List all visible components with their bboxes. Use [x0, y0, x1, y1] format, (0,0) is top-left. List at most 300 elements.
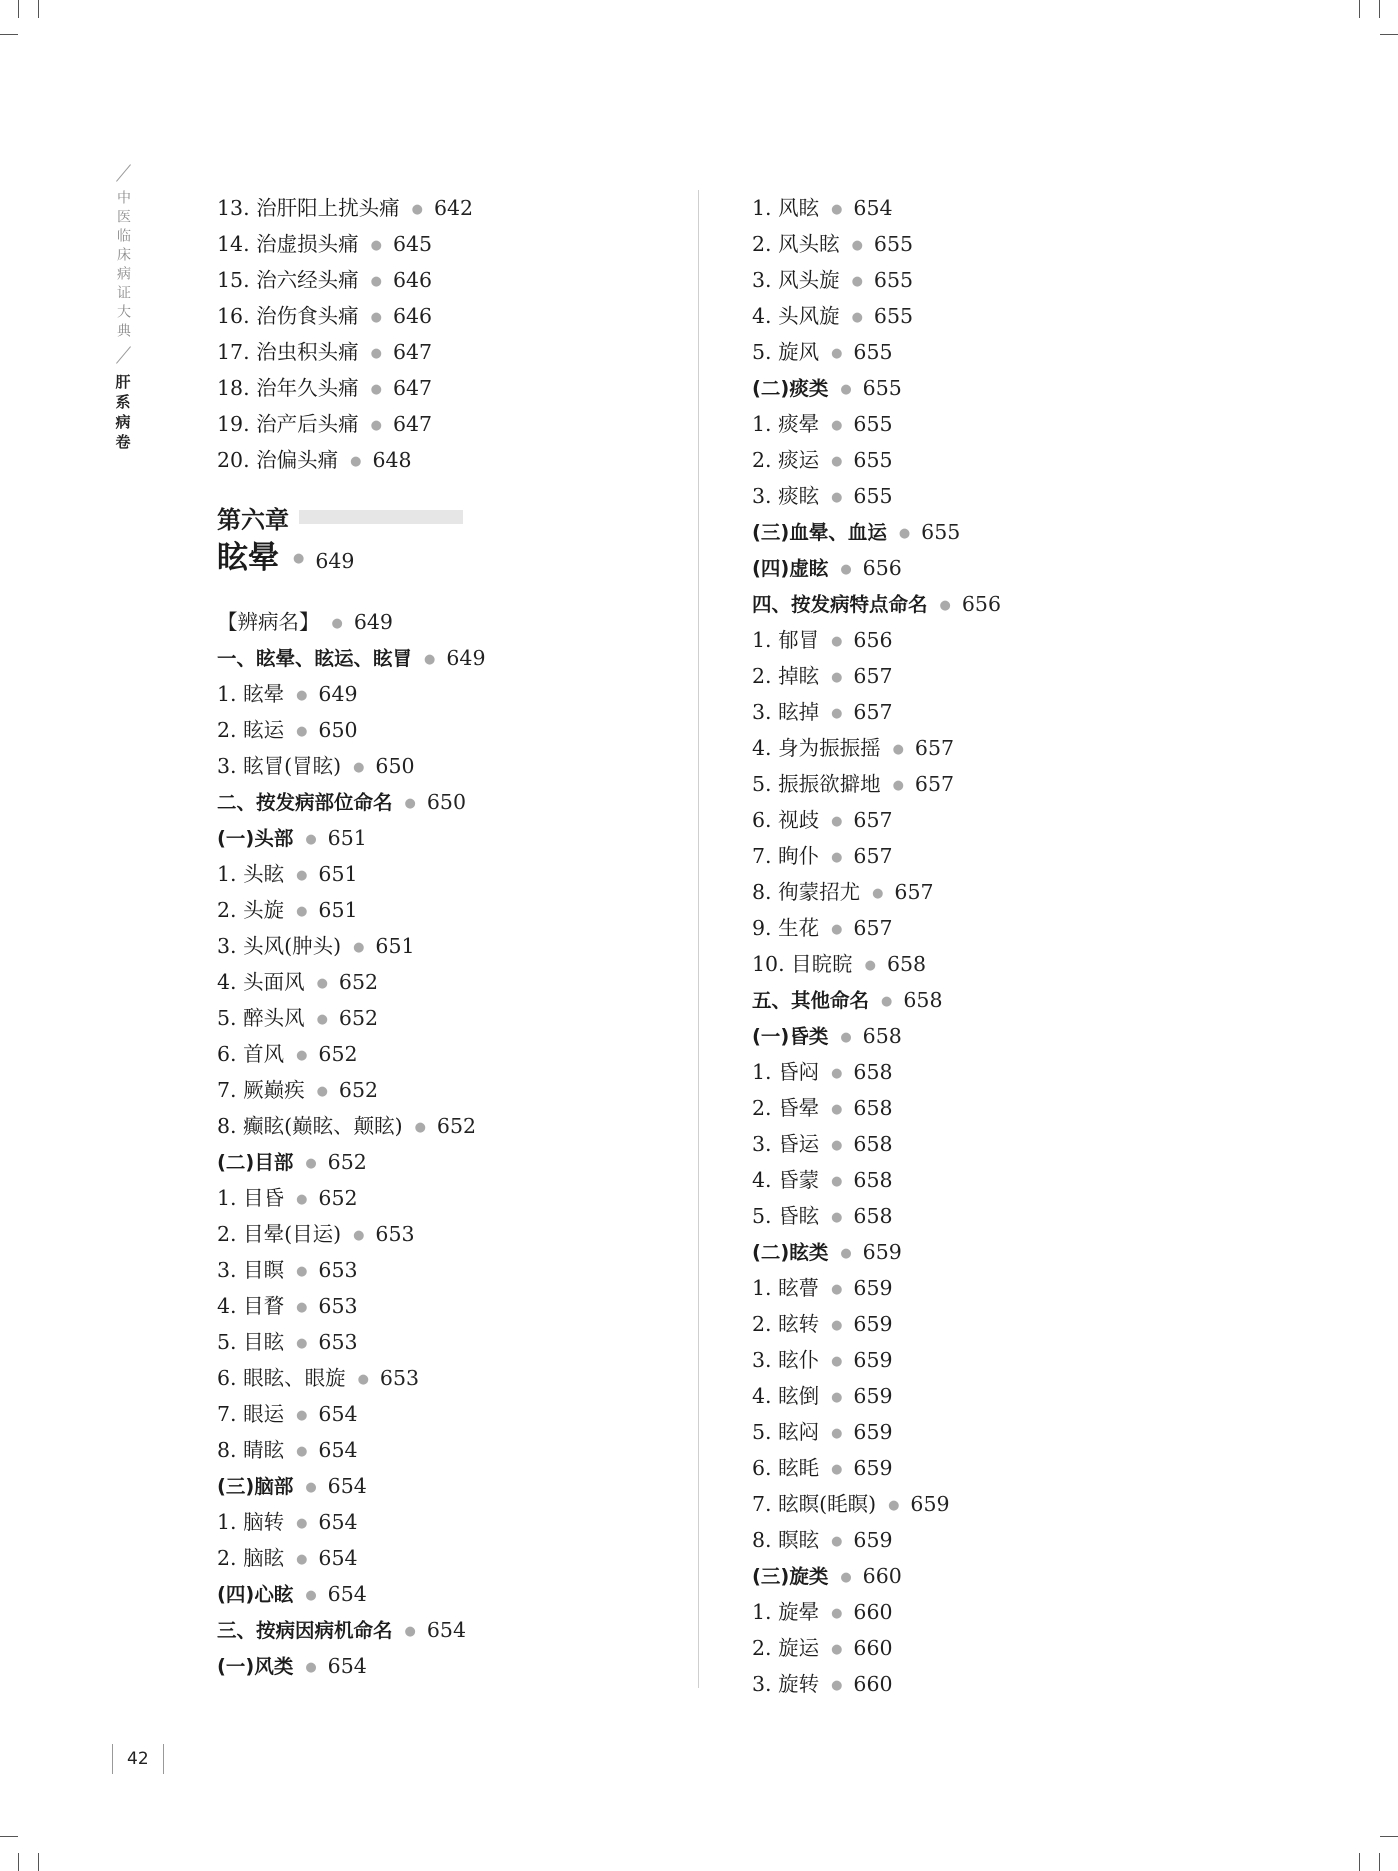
toc-list-right — [752, 190, 1312, 1702]
toc-entry[interactable] — [217, 262, 687, 298]
dot-separator: ● — [296, 1552, 308, 1567]
crop-mark-bl-h — [0, 1836, 18, 1837]
dot-separator: ● — [831, 850, 843, 865]
toc-entry-title: 18. 治年久头痛 — [217, 376, 359, 400]
toc-entry[interactable] — [752, 1090, 1312, 1126]
toc-entry[interactable] — [752, 442, 1312, 478]
dot-separator: ● — [831, 1678, 843, 1693]
crop-mark-tr-v2 — [1379, 0, 1380, 18]
column-divider — [698, 190, 699, 1688]
dot-separator: ● — [411, 202, 423, 217]
toc-entry[interactable] — [752, 226, 1312, 262]
toc-entry-title: 5. 目眩 — [217, 1330, 285, 1354]
dot-separator: ● — [831, 1282, 843, 1297]
dot-separator: ● — [296, 724, 308, 739]
toc-entry[interactable] — [752, 1198, 1312, 1234]
toc-entry[interactable] — [752, 910, 1312, 946]
toc-entry-title: 13. 治肝阳上扰头痛 — [217, 196, 400, 220]
toc-entry-page: 659 — [862, 1240, 902, 1264]
dot-separator: ● — [296, 1516, 308, 1531]
dot-separator: ● — [316, 1012, 328, 1027]
toc-entry[interactable] — [752, 1558, 1312, 1594]
toc-entry-title: 3. 眩冒(冒眩) — [217, 754, 342, 778]
page-number: 42 — [112, 1744, 164, 1774]
toc-entry[interactable] — [217, 1000, 687, 1036]
toc-entry-page: 654 — [318, 1546, 358, 1570]
toc-entry[interactable] — [217, 190, 687, 226]
dot-separator: ● — [296, 904, 308, 919]
toc-entry-page: 648 — [372, 448, 412, 472]
toc-entry[interactable] — [752, 658, 1312, 694]
toc-entry[interactable] — [217, 334, 687, 370]
toc-entry[interactable] — [217, 370, 687, 406]
toc-entry[interactable] — [217, 1612, 687, 1648]
toc-entry-title: 4. 眩倒 — [752, 1384, 820, 1408]
toc-entry[interactable] — [217, 1036, 687, 1072]
toc-entry-page: 660 — [862, 1564, 902, 1588]
toc-entry-title: 2. 痰运 — [752, 448, 820, 472]
toc-entry-page: 657 — [914, 736, 955, 760]
dot-separator: ● — [353, 760, 365, 775]
toc-entry-page: 653 — [318, 1258, 358, 1282]
dot-separator: ● — [831, 418, 843, 433]
toc-entry-title: (一)头部 — [217, 827, 294, 850]
running-head-slash — [116, 164, 131, 181]
dot-separator: ● — [305, 832, 317, 847]
toc-entry-title: 4. 身为振振摇 — [752, 736, 881, 760]
toc-entry-page: 654 — [327, 1474, 367, 1498]
dot-separator: ● — [851, 310, 863, 325]
toc-entry[interactable] — [752, 694, 1312, 730]
toc-entry-page: 645 — [392, 232, 433, 256]
dot-separator: ● — [414, 1120, 426, 1135]
toc-entry-page: 654 — [318, 1402, 358, 1426]
toc-entry[interactable] — [752, 1522, 1312, 1558]
dot-separator: ● — [353, 940, 365, 955]
toc-entry[interactable] — [217, 1288, 687, 1324]
toc-entry-title: (一)风类 — [217, 1655, 294, 1678]
toc-entry-title: 三、按病因病机命名 — [217, 1619, 393, 1642]
toc-list-left-top — [217, 190, 687, 478]
toc-entry-title: 2. 昏晕 — [752, 1096, 820, 1120]
toc-entry[interactable] — [217, 1576, 687, 1612]
toc-entry[interactable] — [217, 1144, 687, 1180]
toc-entry[interactable] — [217, 676, 687, 712]
toc-entry[interactable] — [752, 1414, 1312, 1450]
toc-entry-title: 8. 徇蒙招尤 — [752, 880, 861, 904]
toc-entry-title: 8. 睛眩 — [217, 1438, 285, 1462]
toc-entry-page: 647 — [392, 340, 433, 364]
dot-separator: ● — [331, 616, 343, 631]
toc-entry-page: 659 — [853, 1384, 893, 1408]
toc-entry[interactable] — [752, 730, 1312, 766]
dot-separator: ● — [831, 1210, 843, 1225]
toc-entry-title: 8. 瞑眩 — [752, 1528, 820, 1552]
toc-entry[interactable] — [217, 1432, 687, 1468]
dot-separator: ● — [370, 382, 382, 397]
dot-separator: ● — [296, 1048, 308, 1063]
toc-entry[interactable] — [217, 604, 687, 640]
crop-mark-tl-h — [0, 34, 18, 35]
toc-entry-title: 2. 目晕(目运) — [217, 1222, 342, 1246]
toc-entry-page: 650 — [426, 790, 466, 814]
dot-separator: ● — [840, 382, 852, 397]
toc-entry-page: 658 — [903, 988, 943, 1012]
toc-entry-title: 4. 头风旋 — [752, 304, 840, 328]
toc-entry[interactable] — [752, 370, 1312, 406]
crop-mark-tr-h — [1380, 34, 1398, 35]
toc-entry-page: 651 — [318, 862, 358, 886]
toc-entry-page: 660 — [853, 1672, 893, 1696]
toc-entry-title: (二)目部 — [217, 1151, 294, 1174]
toc-entry-title: 4. 目瞀 — [217, 1294, 285, 1318]
dot-separator: ● — [831, 706, 843, 721]
toc-entry-page: 652 — [338, 1078, 379, 1102]
toc-entry-page: 652 — [338, 1006, 379, 1030]
dot-separator: ● — [404, 796, 416, 811]
toc-entry[interactable] — [752, 550, 1312, 586]
toc-entry-page: 654 — [318, 1438, 358, 1462]
dot-separator: ● — [851, 238, 863, 253]
dot-separator: ● — [864, 958, 876, 973]
toc-entry-page: 655 — [873, 232, 914, 256]
toc-entry-title: 7. 眼运 — [217, 1402, 285, 1426]
toc-entry[interactable] — [752, 1486, 1312, 1522]
toc-entry[interactable] — [752, 946, 1312, 982]
toc-entry-title: (四)虚眩 — [752, 557, 829, 580]
toc-entry-title: 1. 脑转 — [217, 1510, 285, 1534]
dot-separator: ● — [831, 454, 843, 469]
dot-separator: ● — [872, 886, 884, 901]
toc-entry-title: 1. 风眩 — [752, 196, 820, 220]
toc-entry[interactable] — [752, 406, 1312, 442]
crop-mark-tl-v1 — [18, 0, 19, 18]
toc-entry-title: 6. 眼眩、眼旋 — [217, 1366, 346, 1390]
toc-entry-title: 5. 眩闷 — [752, 1420, 820, 1444]
toc-entry[interactable] — [752, 1234, 1312, 1270]
toc-entry-title: (二)痰类 — [752, 377, 829, 400]
toc-entry-page: 660 — [853, 1636, 893, 1660]
toc-entry[interactable] — [752, 1018, 1312, 1054]
toc-entry-title: 7. 厥巅疾 — [217, 1078, 305, 1102]
dot-separator: ● — [831, 670, 843, 685]
toc-entry-title: 5. 醉头风 — [217, 1006, 305, 1030]
toc-entry-page: 658 — [853, 1060, 893, 1084]
toc-entry-page: 655 — [873, 304, 914, 328]
toc-entry[interactable] — [752, 1270, 1312, 1306]
toc-entry-title: (三)脑部 — [217, 1475, 294, 1498]
crop-mark-bl-v1 — [18, 1853, 19, 1871]
toc-entry[interactable] — [752, 1342, 1312, 1378]
toc-entry[interactable] — [217, 1468, 687, 1504]
toc-entry[interactable] — [217, 1648, 687, 1684]
dot-separator: ● — [851, 274, 863, 289]
toc-entry[interactable] — [217, 928, 687, 964]
toc-entry-title: 一、眩晕、眩运、眩冒 — [217, 647, 413, 670]
toc-entry[interactable] — [752, 1450, 1312, 1486]
toc-entry[interactable] — [752, 1162, 1312, 1198]
toc-entry-page: 655 — [853, 448, 893, 472]
toc-entry-title: 8. 癫眩(巅眩、颠眩) — [217, 1114, 403, 1138]
toc-entry[interactable] — [217, 1216, 687, 1252]
toc-entry-title: 5. 旋风 — [752, 340, 820, 364]
dot-separator: ● — [357, 1372, 369, 1387]
toc-entry[interactable] — [217, 1360, 687, 1396]
toc-entry[interactable] — [217, 1504, 687, 1540]
toc-entry[interactable] — [752, 190, 1312, 226]
toc-entry-page: 654 — [853, 196, 893, 220]
toc-entry[interactable] — [752, 874, 1312, 910]
dot-separator: ● — [296, 1264, 308, 1279]
dot-separator: ● — [353, 1228, 365, 1243]
toc-entry-page: 647 — [392, 376, 433, 400]
toc-entry[interactable] — [217, 856, 687, 892]
toc-entry-page: 650 — [318, 718, 358, 742]
toc-entry-page: 658 — [862, 1024, 902, 1048]
toc-entry[interactable] — [217, 712, 687, 748]
toc-entry-title: 2. 风头眩 — [752, 232, 840, 256]
crop-mark-br-h — [1380, 1836, 1398, 1837]
toc-entry-page: 657 — [853, 844, 893, 868]
toc-entry[interactable] — [752, 1054, 1312, 1090]
toc-entry[interactable] — [217, 1396, 687, 1432]
toc-entry-page: 659 — [853, 1276, 893, 1300]
toc-entry-title: 【辨病名】 — [217, 610, 320, 634]
chapter-page: 649 — [315, 549, 355, 573]
toc-entry[interactable] — [752, 982, 1312, 1018]
toc-entry[interactable] — [217, 298, 687, 334]
toc-entry-title: 2. 眩转 — [752, 1312, 820, 1336]
toc-entry[interactable] — [752, 478, 1312, 514]
toc-entry-page: 659 — [853, 1456, 893, 1480]
dot-separator: ● — [296, 1444, 308, 1459]
crop-mark-tl-v2 — [38, 0, 39, 18]
toc-entry-page: 658 — [853, 1096, 893, 1120]
toc-entry-title: 二、按发病部位命名 — [217, 791, 393, 814]
toc-entry[interactable] — [752, 1306, 1312, 1342]
toc-entry-page: 658 — [853, 1204, 893, 1228]
toc-entry-title: 1. 目昏 — [217, 1186, 285, 1210]
toc-entry[interactable] — [217, 1540, 687, 1576]
toc-entry-page: 652 — [436, 1114, 477, 1138]
dot-separator: ● — [939, 598, 951, 613]
toc-entry-title: 3. 风头旋 — [752, 268, 840, 292]
toc-entry-page: 655 — [873, 268, 914, 292]
toc-entry-title: 20. 治偏头痛 — [217, 448, 339, 472]
toc-entry-page: 652 — [318, 1186, 358, 1210]
toc-entry-title: 15. 治六经头痛 — [217, 268, 359, 292]
toc-entry[interactable] — [752, 766, 1312, 802]
toc-entry[interactable] — [752, 1378, 1312, 1414]
dot-separator: ● — [898, 526, 911, 541]
toc-entry-title: 9. 生花 — [752, 916, 820, 940]
toc-entry[interactable] — [752, 586, 1312, 622]
toc-entry[interactable] — [752, 838, 1312, 874]
toc-list-left-bottom — [217, 604, 687, 1684]
dot-separator: ● — [293, 551, 305, 566]
toc-entry-title: 1. 昏闷 — [752, 1060, 820, 1084]
toc-entry-title: 3. 旋转 — [752, 1672, 820, 1696]
toc-entry-title: 3. 昏运 — [752, 1132, 820, 1156]
toc-entry-title: (四)心眩 — [217, 1583, 294, 1606]
dot-separator: ● — [296, 1336, 308, 1351]
toc-entry-page: 657 — [853, 700, 893, 724]
dot-separator: ● — [831, 634, 843, 649]
dot-separator: ● — [831, 1102, 843, 1117]
dot-separator: ● — [831, 1138, 843, 1153]
toc-right-column — [752, 190, 1312, 1702]
dot-separator: ● — [831, 1066, 843, 1081]
toc-entry-page: 653 — [379, 1366, 420, 1390]
dot-separator: ● — [831, 1318, 843, 1333]
toc-entry-page: 657 — [894, 880, 934, 904]
toc-entry-page: 659 — [853, 1528, 893, 1552]
toc-entry[interactable] — [752, 802, 1312, 838]
toc-entry[interactable] — [217, 1324, 687, 1360]
toc-entry[interactable] — [752, 514, 1312, 550]
dot-separator: ● — [370, 418, 382, 433]
dot-separator: ● — [831, 490, 843, 505]
running-head — [112, 160, 134, 454]
toc-entry-page: 656 — [862, 556, 902, 580]
toc-entry-page: 649 — [446, 646, 486, 670]
toc-entry-title: 五、其他命名 — [752, 989, 870, 1012]
toc-entry[interactable] — [217, 892, 687, 928]
chapter-label — [217, 500, 687, 534]
dot-separator: ● — [305, 1660, 317, 1675]
dot-separator: ● — [296, 1408, 308, 1423]
toc-entry-page: 658 — [853, 1168, 893, 1192]
toc-entry-page: 651 — [327, 826, 367, 850]
toc-entry-page: 655 — [862, 376, 902, 400]
dot-separator: ● — [404, 1624, 416, 1639]
toc-entry[interactable] — [217, 640, 687, 676]
toc-entry[interactable] — [217, 820, 687, 856]
series-title: 中医临床病证大典 — [115, 190, 131, 342]
toc-entry[interactable] — [752, 622, 1312, 658]
dot-separator: ● — [296, 688, 308, 703]
toc-entry-title: 4. 头面风 — [217, 970, 305, 994]
toc-entry-title: 1. 旋晕 — [752, 1600, 820, 1624]
chapter-number: 第六章 — [217, 505, 289, 534]
toc-entry[interactable] — [752, 298, 1312, 334]
toc-entry[interactable] — [217, 1072, 687, 1108]
toc-entry-page: 657 — [853, 808, 893, 832]
toc-entry[interactable] — [752, 262, 1312, 298]
toc-entry-page: 655 — [921, 520, 961, 544]
chapter-title-row[interactable] — [217, 534, 687, 582]
toc-entry-page: 653 — [318, 1330, 358, 1354]
toc-entry[interactable] — [217, 1180, 687, 1216]
dot-separator: ● — [831, 922, 843, 937]
toc-entry-title: 2. 掉眩 — [752, 664, 820, 688]
dot-separator: ● — [424, 652, 436, 667]
toc-entry[interactable] — [752, 1126, 1312, 1162]
toc-entry[interactable] — [217, 406, 687, 442]
toc-entry-page: 659 — [853, 1312, 893, 1336]
toc-entry-title: 3. 眩仆 — [752, 1348, 820, 1372]
toc-entry-title: 19. 治产后头痛 — [217, 412, 359, 436]
toc-entry-page: 651 — [318, 898, 358, 922]
toc-entry-page: 652 — [338, 970, 379, 994]
toc-entry-page: 650 — [375, 754, 415, 778]
toc-entry-page: 653 — [318, 1294, 358, 1318]
toc-entry-page: 654 — [327, 1654, 367, 1678]
dot-separator: ● — [881, 994, 893, 1009]
toc-entry[interactable] — [217, 1108, 687, 1144]
dot-separator: ● — [831, 1462, 843, 1477]
toc-entry-page: 649 — [353, 610, 393, 634]
toc-entry[interactable] — [752, 1594, 1312, 1630]
toc-entry-title: 3. 目瞑 — [217, 1258, 285, 1282]
toc-entry-page: 657 — [853, 664, 893, 688]
toc-entry-title: 四、按发病特点命名 — [752, 593, 928, 616]
toc-entry-title: 3. 头风(肿头) — [217, 934, 342, 958]
dot-separator: ● — [888, 1498, 900, 1513]
toc-entry-page: 655 — [853, 412, 893, 436]
toc-entry-title: 1. 眩瞢 — [752, 1276, 820, 1300]
toc-entry[interactable] — [752, 1666, 1312, 1702]
dot-separator: ● — [831, 1642, 843, 1657]
toc-entry-page: 654 — [318, 1510, 358, 1534]
toc-entry-title: 2. 脑眩 — [217, 1546, 285, 1570]
toc-entry-page: 651 — [375, 934, 415, 958]
toc-entry-page: 660 — [853, 1600, 893, 1624]
toc-entry-title: 7. 眴仆 — [752, 844, 820, 868]
toc-entry[interactable] — [217, 784, 687, 820]
dot-separator: ● — [296, 1300, 308, 1315]
toc-entry-title: 1. 眩晕 — [217, 682, 285, 706]
toc-entry-title: 16. 治伤食头痛 — [217, 304, 359, 328]
toc-entry-page: 657 — [914, 772, 955, 796]
toc-entry[interactable] — [217, 442, 687, 478]
dot-separator: ● — [840, 562, 852, 577]
toc-entry-page: 655 — [853, 484, 893, 508]
dot-separator: ● — [296, 868, 308, 883]
dot-separator: ● — [840, 1570, 852, 1585]
dot-separator: ● — [831, 1390, 843, 1405]
dot-separator: ● — [831, 346, 843, 361]
toc-entry-title: 6. 眩眊 — [752, 1456, 820, 1480]
dot-separator: ● — [892, 742, 904, 757]
dot-separator: ● — [296, 1192, 308, 1207]
toc-entry-title: 3. 痰眩 — [752, 484, 820, 508]
dot-separator: ● — [892, 778, 904, 793]
toc-entry-page: 659 — [910, 1492, 950, 1516]
toc-entry[interactable] — [752, 334, 1312, 370]
toc-entry[interactable] — [217, 748, 687, 784]
toc-entry-page: 653 — [375, 1222, 415, 1246]
running-head-slash — [116, 346, 131, 363]
toc-entry-title: 5. 昏眩 — [752, 1204, 820, 1228]
toc-entry[interactable] — [752, 1630, 1312, 1666]
toc-entry[interactable] — [217, 964, 687, 1000]
toc-entry-title: 2. 眩运 — [217, 718, 285, 742]
volume-title: 肝系病卷 — [113, 374, 132, 454]
dot-separator: ● — [316, 976, 328, 991]
toc-entry-title: 6. 首风 — [217, 1042, 285, 1066]
dot-separator: ● — [831, 1534, 843, 1549]
toc-entry-title: (一)昏类 — [752, 1025, 829, 1048]
dot-separator: ● — [831, 814, 843, 829]
toc-entry[interactable] — [217, 226, 687, 262]
dot-separator: ● — [370, 238, 382, 253]
toc-entry-page: 658 — [853, 1132, 893, 1156]
toc-entry-page: 652 — [327, 1150, 367, 1174]
toc-entry-page: 642 — [433, 196, 474, 220]
toc-entry[interactable] — [217, 1252, 687, 1288]
toc-entry-title: 5. 振振欲擗地 — [752, 772, 881, 796]
